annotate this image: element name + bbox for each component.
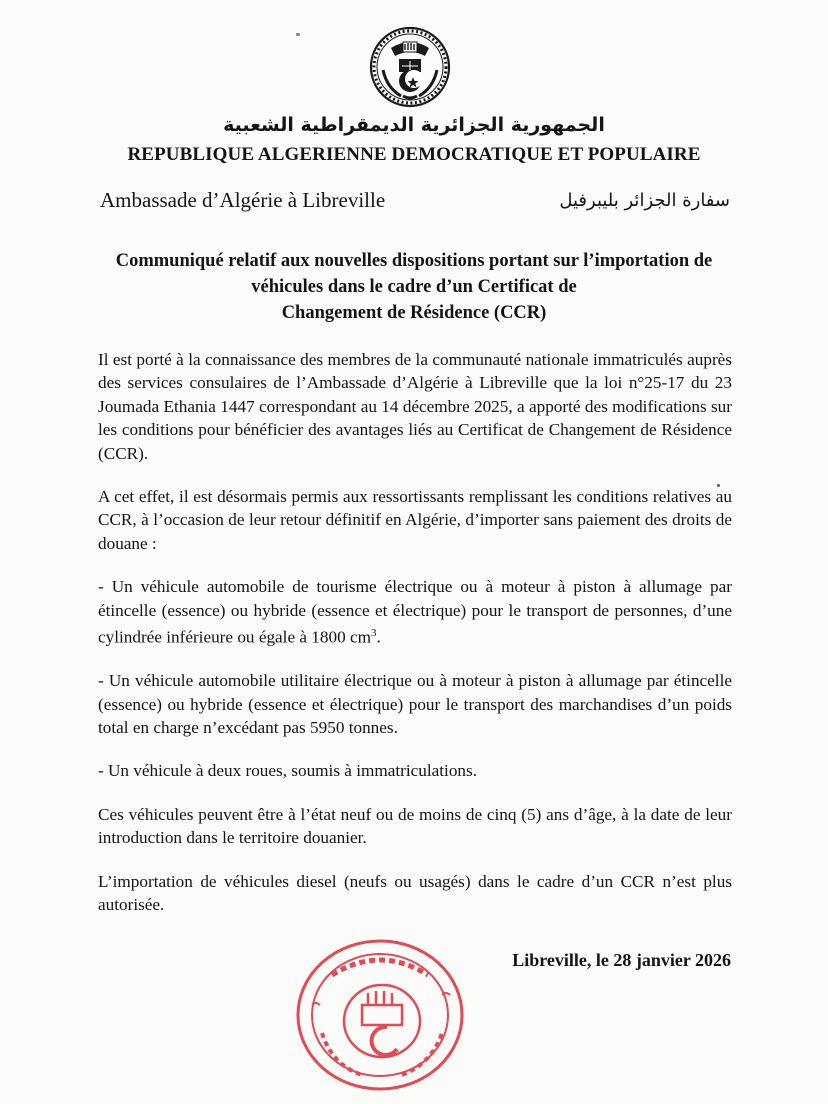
- algeria-emblem-icon: [369, 26, 451, 108]
- speck: [296, 33, 300, 36]
- title-line: Communiqué relatif aux nouvelles dispositions portant sur l’importation de: [115, 251, 713, 271]
- communique-title: [92, 248, 736, 326]
- paragraph-intro: Il est porté à la connaissance des membres de la communauté nationale immatriculés auprès des services consulaires de l’Ambassade d’Algérie à Libreville que la loi n°25-17 du 23 Joumada Ethania 1447 correspondant au 14 décembre 2025, a apporté des modifications sur les conditions pour bénéficier des avantages liés au Certificat de Changement de Résidence (CCR).: [98, 350, 732, 463]
- paragraph-utility-vehicle: - Un véhicule automobile utilitaire électrique ou à moteur à piston à allumage par étincelle (essence) ou hybride (essence et électrique) pour le transport des marchandises d’un poids total en charge n’excédant pas 5950 tonnes.: [98, 671, 732, 738]
- embassy-seal-stamp-icon: [292, 935, 468, 1095]
- republic-name-french: REPUBLIQUE ALGERIENNE DEMOCRATIQUE ET POPULAIRE: [127, 144, 701, 165]
- paragraph-vehicle-age: Ces véhicules peuvent être à l’état neuf ou de moins de cinq (5) ans d’âge, à la date de leur introduction dans le territoire douanier.: [98, 804, 732, 848]
- embassy-name-arabic: سفارة الجزائر بليبرفيل: [559, 190, 730, 211]
- place-and-date: Libreville, le 28 janvier 2026: [512, 950, 731, 970]
- republic-name-arabic: الجمهورية الجزائرية الديمقراطية الشعبية: [223, 114, 605, 136]
- superscript: 3: [370, 627, 377, 640]
- paragraph-tourism-vehicle: [98, 575, 732, 649]
- tourism-vehicle-text: - Un véhicule automobile de tourisme électrique ou à moteur à piston à allumage par étincelle (essence) ou hybride (essence et électrique) pour le transport de personnes, d’une cylindrée inférieure ou égale à 1800 cm: [98, 577, 732, 647]
- paragraph-two-wheeler: - Un véhicule à deux roues, soumis à immatriculations.: [98, 761, 477, 781]
- embassy-name-french: Ambassade d’Algérie à Libreville: [100, 188, 386, 212]
- period: .: [376, 627, 381, 647]
- paragraph-diesel: L’importation de véhicules diesel (neufs ou usagés) dans le cadre d’un CCR n’est plus autorisée.: [98, 871, 732, 915]
- paragraph-conditions: A cet effet, il est désormais permis aux ressortissants remplissant les conditions relatives au CCR, à l’occasion de leur retour définitif en Algérie, d’importer sans paiement des droits de douane :: [98, 487, 732, 553]
- title-line: Changement de Résidence (CCR): [281, 303, 547, 323]
- title-line: véhicules dans le cadre d’un Certificat de: [251, 277, 577, 297]
- communique-body: [98, 348, 732, 936]
